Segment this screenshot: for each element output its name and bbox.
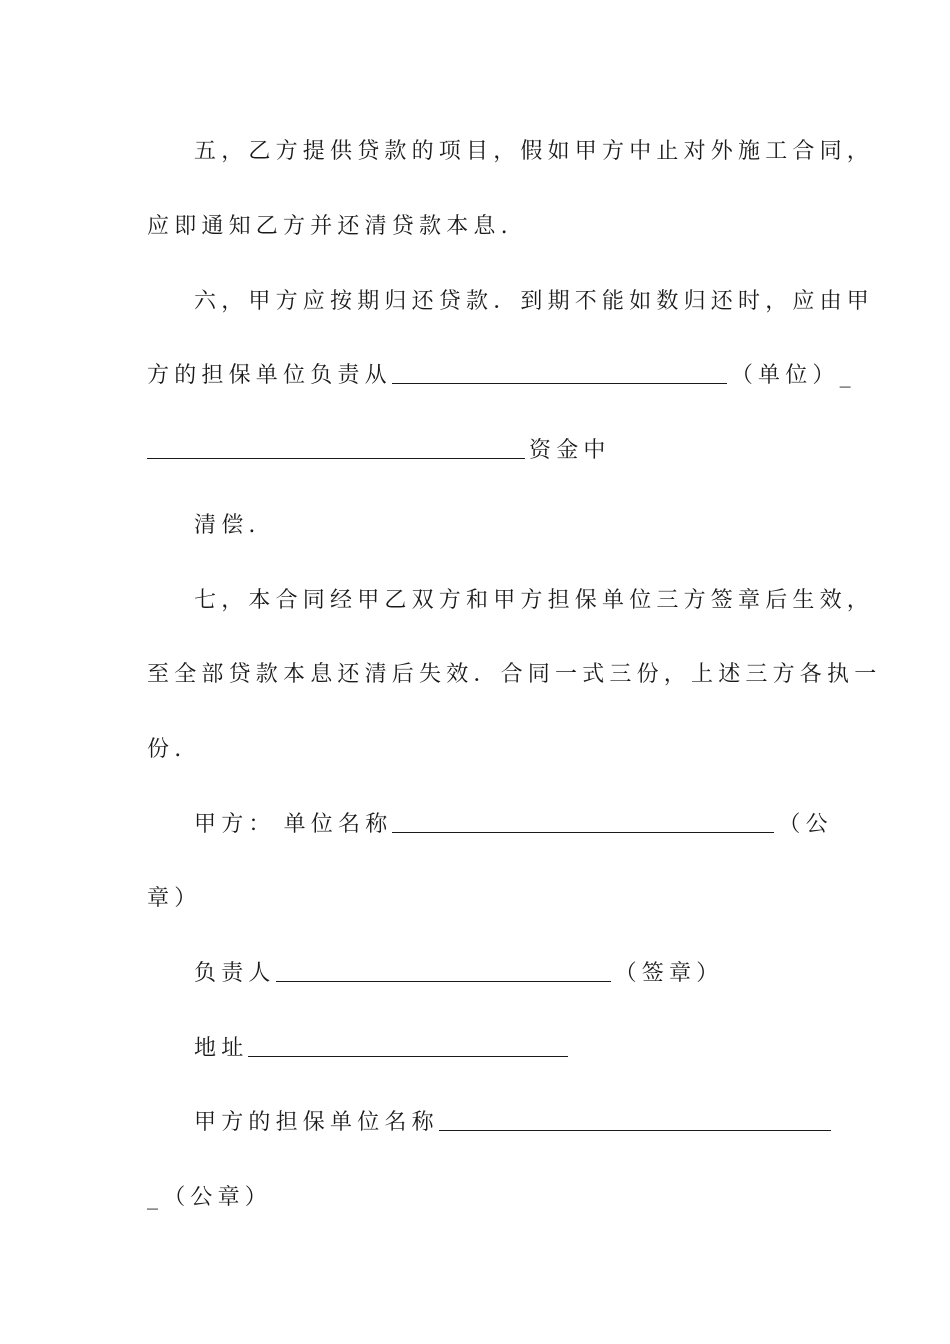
sign-label: （签章） [614,961,724,986]
guarantor-seal-text: _（公章） [147,1185,273,1210]
seal-close-text: 章） [147,886,202,911]
party-a-unit-row [194,810,854,840]
fill-blank-address[interactable] [248,1034,568,1057]
clause-6-text-3-suffix: 资金中 [529,438,611,463]
fill-blank-unit-name[interactable] [392,810,774,833]
address-row [194,1034,854,1064]
responsible-row [194,959,854,989]
clause-6-text-4: 清偿. [194,513,261,538]
clause-6-line-1 [194,287,875,317]
clause-6-text-2-suffix: （单位）_ [730,363,856,388]
clause-5-line-1 [194,137,875,167]
fill-blank-funds[interactable] [147,436,525,459]
party-a-label: 甲方： [194,812,276,837]
clause-7-text-1: 七，本合同经甲乙双方和甲方担保单位三方签章后生效， [194,588,875,613]
responsible-label: 负责人 [194,961,276,986]
clause-5-line-2 [147,212,807,242]
clause-6-line-3 [147,436,807,466]
clause-7-line-1 [194,586,875,616]
clause-7-text-2: 至全部贷款本息还清后失效．合同一式三份，上述三方各执一 [147,662,882,687]
clause-7-line-2 [147,660,882,690]
unit-name-label: 单位名称 [283,812,393,837]
clause-7-line-3 [147,735,807,765]
guarantor-row [194,1108,854,1138]
guarantor-seal-row [147,1183,807,1213]
clause-5-text-1: 五，乙方提供贷款的项目，假如甲方中止对外施工合同， [194,139,875,164]
address-label: 地址 [194,1036,249,1061]
guarantor-label: 甲方的担保单位名称 [194,1110,439,1135]
fill-blank-guarantor[interactable] [439,1108,831,1131]
seal-open-text: （公 [778,812,833,837]
clause-6-line-4 [194,511,854,541]
fill-blank-source-unit[interactable] [392,361,727,384]
clause-6-line-2 [147,361,856,391]
party-a-seal-row [147,884,807,914]
fill-blank-responsible[interactable] [276,959,611,982]
clause-6-text-2-prefix: 方的担保单位负责从 [147,363,392,388]
clause-5-text-2: 应即通知乙方并还清贷款本息. [147,214,513,239]
clause-6-text-1: 六，甲方应按期归还贷款．到期不能如数归还时，应由甲 [194,289,875,314]
clause-7-text-3: 份. [147,737,187,762]
